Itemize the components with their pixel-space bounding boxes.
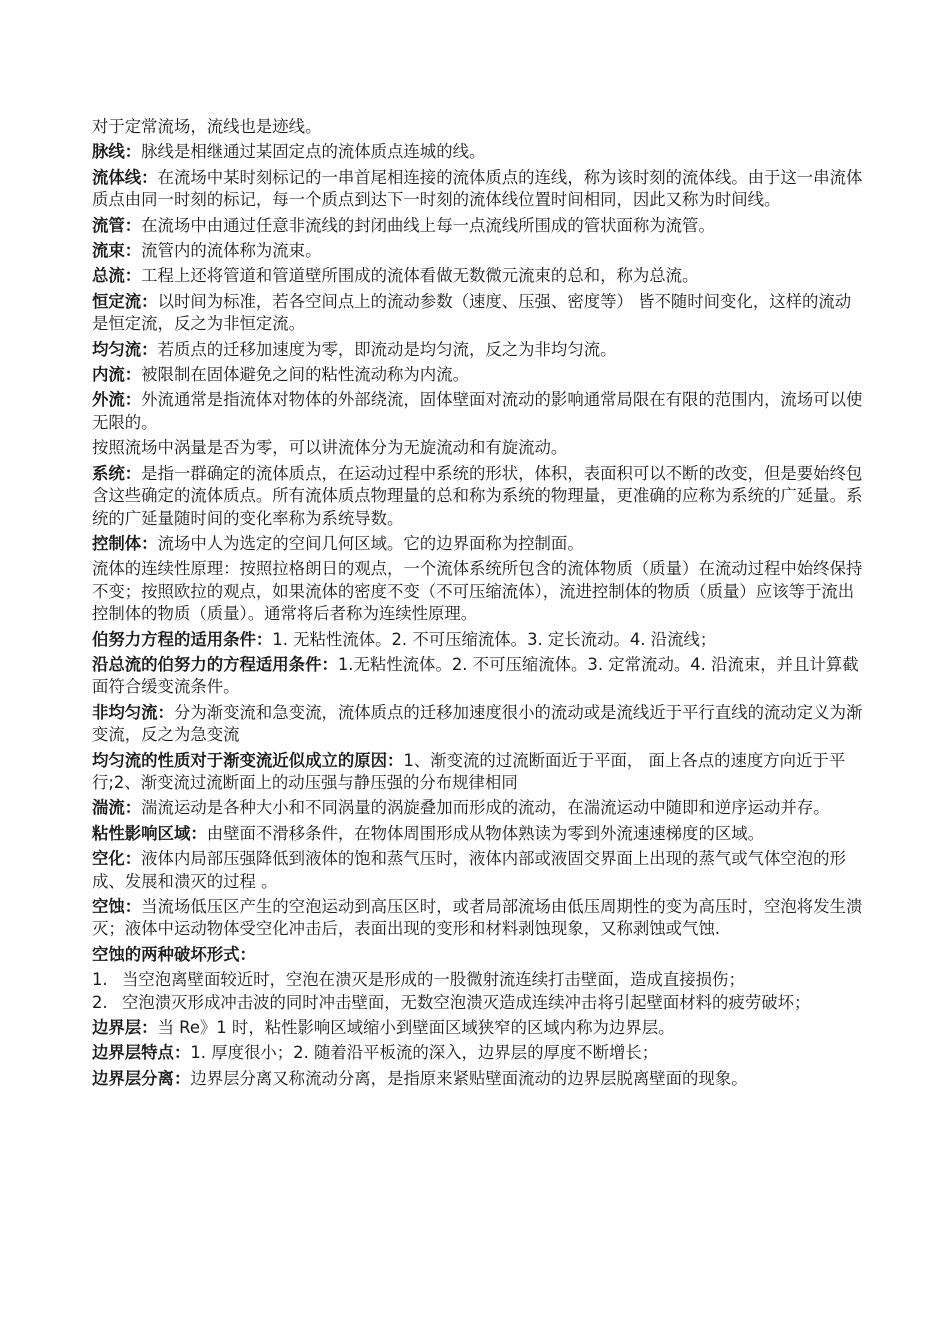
- term-label: 控制体：: [92, 533, 158, 553]
- definition-paragraph: [92, 750, 864, 795]
- definition-paragraph: [92, 240, 864, 262]
- cavitation-forms-list: [92, 969, 864, 1014]
- list-item-number: 2.: [92, 992, 108, 1012]
- term-label: 总流：: [92, 266, 142, 286]
- definition-paragraph: [92, 1068, 864, 1090]
- definition-text: 在流场中由通过任意非流线的封闭曲线上每一点流线所围成的管状面称为流管。: [141, 215, 715, 235]
- term-label: 外流：: [92, 390, 142, 410]
- definition-text: 按照流场中涡量是否为零，可以讲流体分为无旋流动和有旋流动。: [92, 438, 568, 458]
- definition-text: 流体的连续性原理：按照拉格朗日的观点，一个流体系统所包含的流体物质（质量）在流动过程中始终保持不变；按照欧拉的观点，如果流体的密度不变（不可压缩流体），流进控制体的物质（质量）应该等于流出控制体的物质（质量）。通常将后者称为连续性原理。: [92, 559, 863, 624]
- definition-paragraph: [92, 654, 864, 699]
- definition-text: 流管内的流体称为流束。: [141, 241, 322, 261]
- definition-text: 当 Re》1 时，粘性影响区域缩小到壁面区域狭窄的区域内称为边界层。: [157, 1018, 675, 1038]
- term-label: 空化：: [92, 849, 142, 869]
- definition-paragraph: [92, 1042, 864, 1064]
- term-label: 内流：: [92, 365, 142, 385]
- definition-paragraph: [92, 1017, 864, 1039]
- definition-text: 1、渐变流的过流断面近于平面， 面上各点的速度方向近于平行;2、渐变流过流断面上的动压强与静压强的分布规律相同: [92, 750, 846, 792]
- definition-text: 1. 厚度很小；2. 随着沿平板流的深入，边界层的厚度不断增长；: [190, 1043, 659, 1063]
- definition-text: 外流通常是指流体对物体的外部绕流，固体壁面对流动的影响通常局限在有限的范围内，流场可以使无限的。: [92, 390, 863, 432]
- definition-paragraph: [92, 823, 864, 845]
- definition-paragraph: [92, 265, 864, 287]
- definition-text: 是指一群确定的流体质点，在运动过程中系统的形状，体积，表面积可以不断的改变，但是要始终包含这些确定的流体质点。所有流体质点物理量的总和称为系统的物理量，更准确的应称为系统的广延量。系统的广延量随时间的变化率称为系统导数。: [92, 463, 863, 528]
- document-body: [92, 116, 864, 1093]
- definition-paragraph: [92, 437, 864, 459]
- term-label: 流体线：: [92, 167, 158, 187]
- definition-text: 被限制在固体避免之间的粘性流动称为内流。: [141, 365, 469, 385]
- definition-paragraph: [92, 848, 864, 893]
- term-label: 均匀流：: [92, 339, 158, 359]
- definition-text: 1. 无粘性流体。2. 不可压缩流体。3. 定长流动。4. 沿流线；: [272, 629, 717, 649]
- list-item: [92, 992, 864, 1014]
- definition-text: 对于定常流场，流线也是迹线。: [92, 117, 322, 136]
- definition-paragraph: [92, 629, 864, 651]
- list-item-text: 当空泡离壁面较近时，空泡在溃灭是形成的一股微射流连续打击壁面，造成直接损伤；: [122, 970, 745, 990]
- list-item-text: 空泡溃灭形成冲击波的同时冲击壁面，无数空泡溃灭造成连续冲击将引起壁面材料的疲劳破坏；: [122, 992, 811, 1012]
- section-heading: 空蚀的两种破坏形式：: [92, 944, 256, 964]
- definition-paragraph: [92, 364, 864, 386]
- definition-text: 在流场中某时刻标记的一串首尾相连接的流体质点的连线，称为该时刻的流体线。由于这一串流体质点由同一时刻的标记，每一个质点到达下一时刻的流体线位置时间相同，因此又称为时间线。: [92, 167, 863, 210]
- term-label: 空蚀：: [92, 897, 142, 916]
- definition-text: 液体内局部压强降低到液体的饱和蒸气压时，液体内部或液固交界面上出现的蒸气或气体空泡的形成、发展和溃灭的过程 。: [92, 849, 846, 891]
- definition-text: 脉线是相继通过某固定点的流体质点连城的线。: [141, 142, 486, 162]
- boundary-layer-definitions: [92, 1017, 864, 1090]
- definition-text: 分为渐变流和急变流，流体质点的迁移加速度很小的流动或是流线近于平行直线的流动定义为渐变流，反之为急变流: [92, 702, 863, 745]
- definition-paragraph: [92, 389, 864, 434]
- term-label: 边界层：: [92, 1018, 158, 1038]
- definition-text: 1.无粘性流体。2. 不可压缩流体。3. 定常流动。4. 沿流束，并且计算截面符合缓变流条件。: [92, 654, 859, 697]
- term-label: 湍流：: [92, 798, 142, 818]
- definitions-list: [92, 116, 864, 941]
- term-label: 沿总流的伯努力的方程适用条件：: [92, 654, 338, 674]
- definition-paragraph: [92, 702, 864, 747]
- definition-paragraph: [92, 533, 864, 555]
- term-label: 流束：: [92, 241, 142, 261]
- definition-paragraph: [92, 116, 864, 138]
- term-label: 流管：: [92, 215, 142, 235]
- definition-paragraph: [92, 215, 864, 237]
- term-label: 边界层特点：: [92, 1043, 191, 1063]
- term-label: 非均匀流：: [92, 702, 174, 722]
- definition-paragraph: [92, 291, 864, 336]
- definition-text: 若质点的迁移加速度为零，即流动是均匀流，反之为非均匀流。: [157, 339, 617, 359]
- definition-paragraph: [92, 167, 864, 212]
- definition-text: 以时间为标准，若各空间点上的流动参数（速度、压强、密度等） 皆不随时间变化，这样的流动是恒定流，反之为非恒定流。: [92, 291, 852, 334]
- definition-text: 由壁面不滑移条件，在物体周围形成从物体熟读为零到外流速速梯度的区域。: [206, 823, 765, 843]
- definition-paragraph: [92, 141, 864, 163]
- definition-paragraph: [92, 797, 864, 819]
- definition-paragraph: [92, 339, 864, 361]
- definition-paragraph: [92, 558, 864, 625]
- term-label: 脉线：: [92, 142, 142, 162]
- term-label: 粘性影响区域：: [92, 823, 207, 843]
- term-label: 边界层分离：: [92, 1068, 191, 1088]
- definition-paragraph: [92, 896, 864, 941]
- definition-text: 湍流运动是各种大小和不同涡量的涡旋叠加而形成的流动，在湍流运动中随即和逆序运动并存。: [141, 798, 830, 818]
- definition-text: 流场中人为选定的空间几何区域。它的边界面称为控制面。: [157, 533, 584, 553]
- cavitation-forms-heading: [92, 944, 864, 966]
- definition-paragraph: [92, 463, 864, 530]
- term-label: 伯努力方程的适用条件：: [92, 629, 273, 649]
- definition-text: 边界层分离又称流动分离，是指原来紧贴壁面流动的边界层脱离壁面的现象。: [190, 1068, 748, 1088]
- list-item: [92, 969, 864, 991]
- term-label: 恒定流：: [92, 291, 158, 311]
- definition-text: 工程上还将管道和管道壁所围成的流体看做无数微元流束的总和，称为总流。: [141, 266, 699, 286]
- definition-text: 当流场低压区产生的空泡运动到高压区时，或者局部流场由低压周期性的变为高压时，空泡将发生溃灭；液体中运动物体受空化冲击后，表面出现的变形和材料剥蚀现象，又称剥蚀或气蚀.: [92, 897, 863, 939]
- term-label: 均匀流的性质对于渐变流近似成立的原因：: [92, 750, 404, 770]
- term-label: 系统：: [92, 463, 142, 483]
- list-item-number: 1.: [92, 970, 108, 990]
